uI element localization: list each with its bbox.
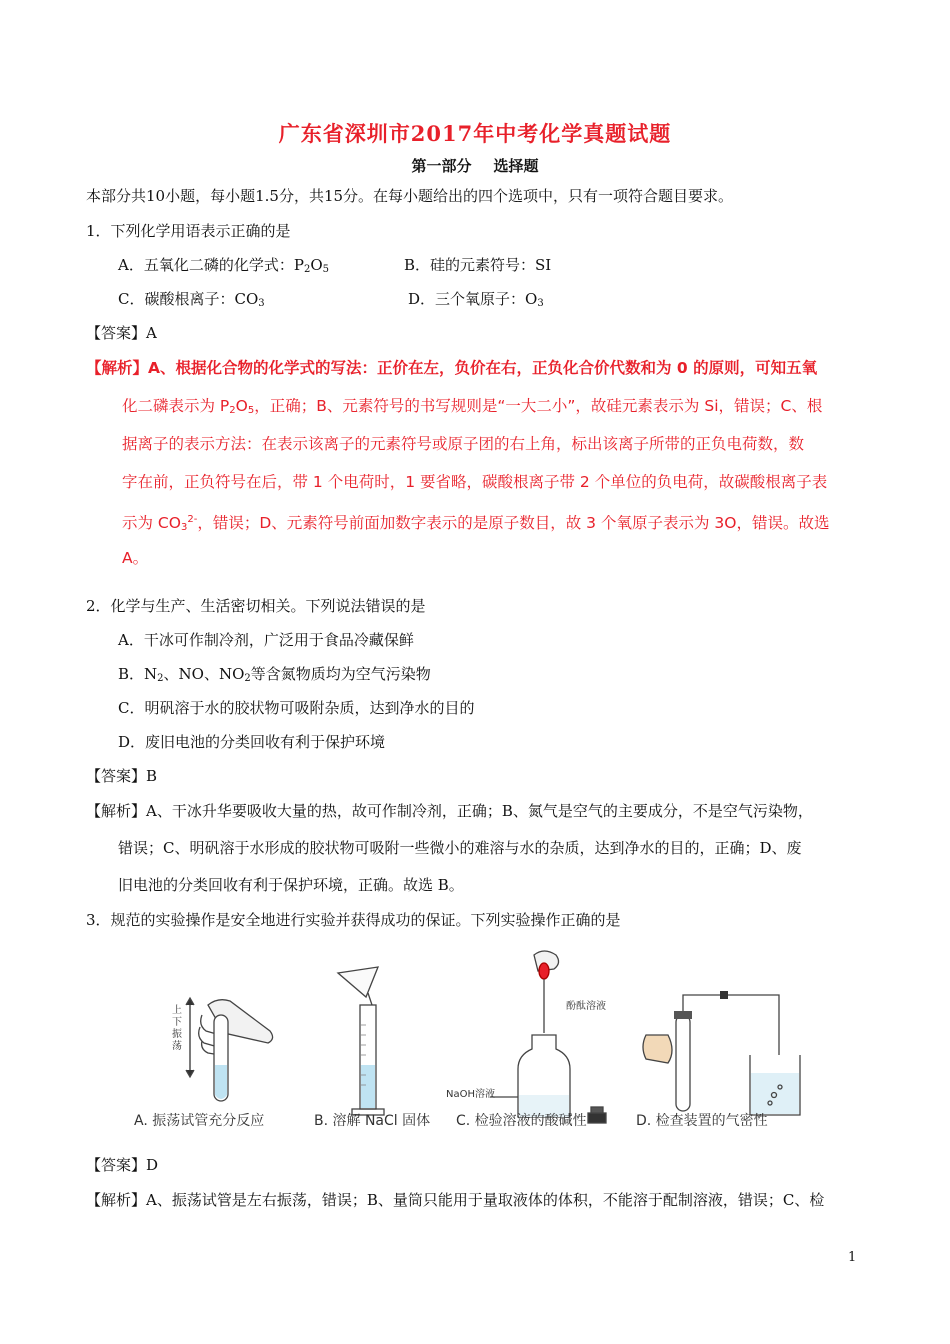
figure-b-graduated-cylinder (338, 967, 384, 1115)
figure-caption-d: D. 检查装置的气密性 (636, 1113, 768, 1129)
figure-c-naoh-label: NaOH溶液 (446, 1089, 495, 1100)
q2-option-b (118, 664, 431, 689)
q1-analysis-2-sub1: 2 (229, 405, 236, 416)
q1-analysis-2-sub2: 5 (247, 405, 255, 416)
q1-option-d-sub: 3 (537, 298, 544, 309)
figure-caption-c: C. 检验溶液的酸碱性 (456, 1113, 587, 1129)
figure-caption-b: B. 溶解 NaCl 固体 (314, 1113, 431, 1129)
q2-analysis-line-3: 旧电池的分类回收有利于保护环境，正确。故选 B。 (118, 876, 464, 894)
figure-a-shaking-test-tube (186, 998, 273, 1101)
q1-analysis-line-6: A。 (122, 549, 149, 567)
q2-option-b-sub1: 2 (157, 673, 164, 684)
q1-option-c-text: C．碳酸根离子：CO (118, 290, 259, 308)
q1-analysis-line-3: 据离子的表示方法：在表示该离子的元素符号或原子团的右上角，标出该离子所带的正负电荷数，数 (122, 435, 805, 453)
q1-option-a-text: A．五氧化二磷的化学式： (118, 256, 294, 274)
q1-option-a-sub1: 2 (303, 264, 311, 275)
q1-option-c (118, 289, 265, 314)
q3-answer: 【答案】D (86, 1156, 159, 1174)
q1-option-d-text: D．三个氧原子：O (408, 290, 538, 308)
q2-option-b-b: 、NO、NO (163, 665, 245, 683)
q2-analysis-line-1: 【解析】A、干冰升华要吸收大量的热，故可作制冷剂，正确；B、氮气是空气的主要成分，不是空气污染物， (86, 802, 813, 820)
figure-a-label: 上下振荡 (172, 1005, 182, 1052)
q1-option-c-sub: 3 (258, 298, 265, 309)
q3-analysis-line-1: 【解析】A、振荡试管是左右振荡，错误；B、量筒只能用于量取液体的体积，不能溶于配制溶液，错误；C、检 (86, 1191, 825, 1209)
q1-analysis-line-1 (86, 358, 817, 378)
figure-c-phenol-label: 酚酞溶液 (566, 1001, 606, 1012)
q1-option-a-formula-p: P (293, 256, 304, 274)
q1-analysis-5-sup: 2- (187, 514, 198, 525)
q2-answer: 【答案】B (86, 767, 158, 785)
q1-analysis-5-sub: 3 (180, 522, 188, 533)
q1-analysis-label: 【解析】 (86, 359, 149, 377)
section-name: 选择题 (493, 157, 539, 175)
q1-stem: 1．下列化学用语表示正确的是 (86, 222, 291, 240)
page-title: 广东省深圳市2017年中考化学真题试题 (278, 121, 672, 146)
q1-option-d (408, 289, 544, 314)
page-number: 1 (848, 1250, 857, 1265)
q1-analysis-line-5 (122, 510, 829, 538)
q1-analysis-5b: ，错误；D、元素符号前面加数字表示的是原子数目，故 3 个氧原子表示为 3O，错误。故选 (197, 514, 830, 532)
q1-analysis-text-1: A、根据化合物的化学式的写法：正价在左，负价在右，正负化合价代数和为 0 的原则，可知五氧 (148, 359, 818, 377)
q2-option-b-a: B．N (118, 665, 158, 683)
q1-answer: 【答案】A (86, 324, 157, 342)
q3-figure-svg (120, 945, 860, 1135)
intro-text: 本部分共10小题，每小题1.5分，共15分。在每小题给出的四个选项中，只有一项符合题目要求。 (86, 187, 734, 205)
q2-option-d: D．废旧电池的分类回收有利于保护环境 (118, 733, 386, 751)
q1-analysis-2b: O (235, 397, 248, 415)
q1-option-a-sub2: 5 (322, 264, 329, 275)
section-part: 第一部分 (411, 157, 472, 175)
figure-caption-a: A. 振荡试管充分反应 (134, 1113, 265, 1129)
section-heading (0, 155, 950, 176)
q3-experiment-figure (120, 945, 860, 1135)
q1-analysis-line-2 (122, 396, 822, 421)
q2-option-a: A．干冰可作制冷剂，广泛用于食品冷藏保鲜 (118, 631, 414, 649)
q1-analysis-2c: ，正确；B、元素符号的书写规则是“一大二小”，故硅元素表示为 Si，错误；C、根 (254, 397, 823, 415)
figure-c-dropper-bottle (490, 951, 606, 1123)
q2-stem: 2．化学与生产、生活密切相关。下列说法错误的是 (86, 597, 426, 615)
q2-analysis-line-2: 错误；C、明矾溶于水形成的胶状物可吸附一些微小的难溶与水的杂质，达到净水的目的，正确；D、废 (118, 839, 802, 857)
figure-d-airtightness-check (643, 991, 800, 1115)
q3-stem: 3．规范的实验操作是安全地进行实验并获得成功的保证。下列实验操作正确的是 (86, 911, 621, 929)
q1-analysis-2a: 化二磷表示为 P (122, 397, 230, 415)
q1-option-b: B．硅的元素符号：SI (404, 256, 552, 274)
q1-analysis-line-4: 字在前，正负符号在后，带 1 个电荷时，1 要省略，碳酸根离子带 2 个单位的负电荷，故碳酸根离子表 (122, 473, 828, 491)
q1-option-a (118, 255, 329, 280)
q2-option-b-sub2: 2 (244, 673, 251, 684)
q2-option-b-c: 等含氮物质均为空气污染物 (250, 665, 431, 683)
q1-option-a-formula-o: O (310, 256, 323, 274)
q2-option-c: C．明矾溶于水的胶状物可吸附杂质，达到净水的目的 (118, 699, 475, 717)
q1-analysis-5a: 示为 CO (122, 514, 181, 532)
